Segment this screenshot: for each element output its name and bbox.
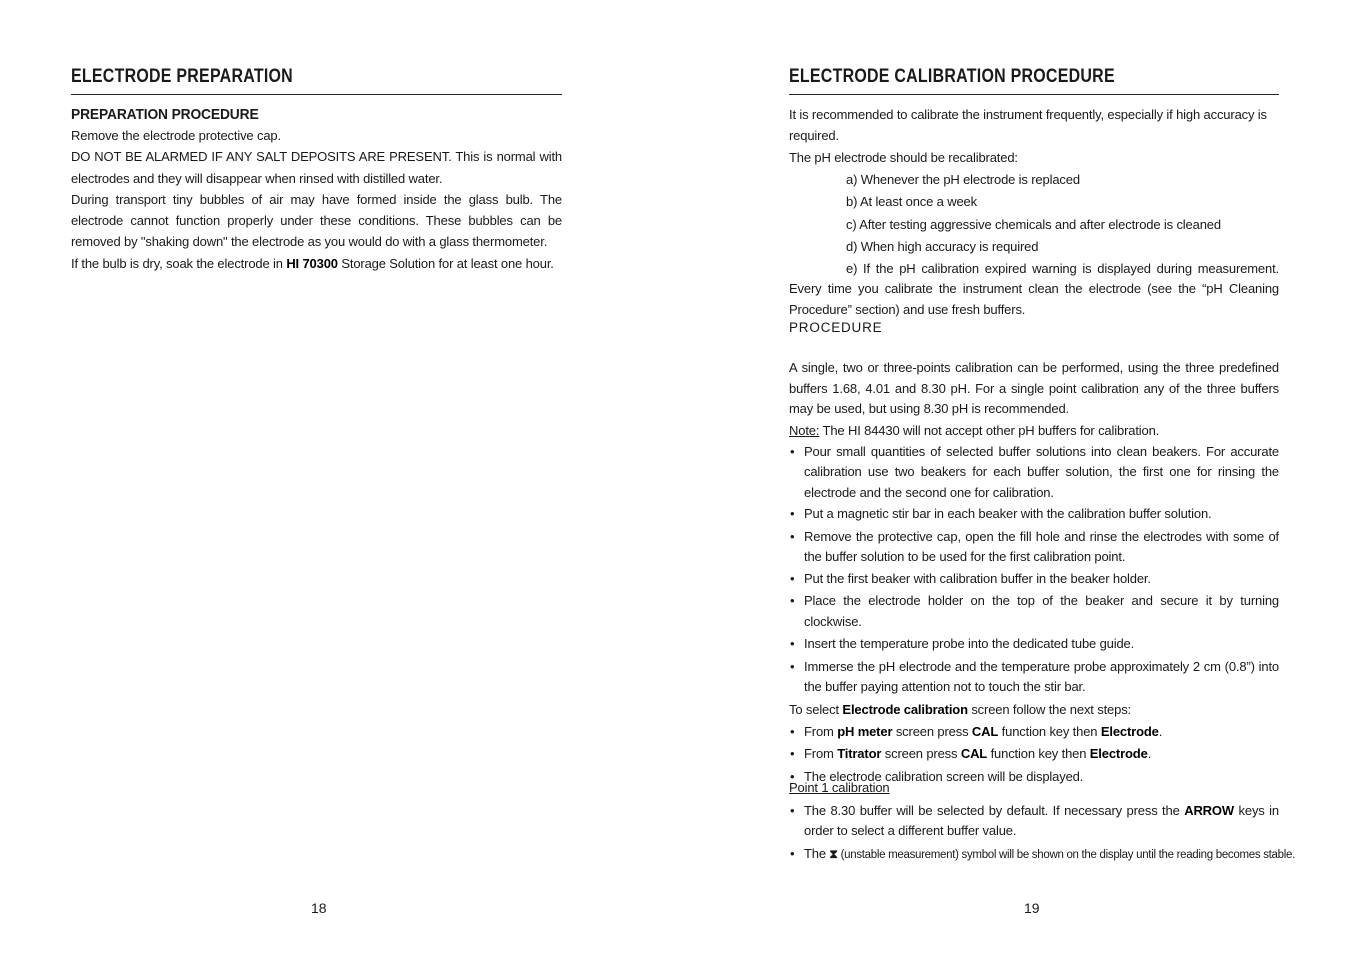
- list-item: • Immerse the pH electrode and the temperature probe approximately 2 cm (0.8”) into the buffer paying attention not to touch the stir bar.: [789, 657, 1279, 698]
- procedure-heading: PROCEDURE: [789, 320, 883, 335]
- hourglass-icon: ⧗: [829, 846, 838, 861]
- paragraph: It is recommended to calibrate the instrument frequently, especially if high accuracy is required.: [789, 107, 1267, 144]
- paragraph: A single, two or three-points calibration can be performed, using the three predefined buffers 1.68, 4.01 and 8.30 pH. For a single point calibration any of the three buffers may be used, but using 8.30 pH is recommended.: [789, 360, 1279, 416]
- list-item: • Put the first beaker with calibration buffer in the beaker holder.: [789, 569, 1279, 590]
- list-item: • Place the electrode holder on the top of the beaker and secure it by turning clockwise.: [789, 591, 1279, 632]
- left-body: [71, 104, 562, 274]
- list-item: • From Titrator screen press CAL function key then Electrode.: [789, 743, 1279, 766]
- point1-steps: [789, 801, 1295, 866]
- title-rule: [71, 94, 562, 95]
- paragraph: To select Electrode calibration screen follow the next steps:: [789, 701, 1132, 717]
- paragraph: DO NOT BE ALARMED IF ANY SALT DEPOSITS ARE PRESENT. This is normal with electrodes and they will disappear when rinsed with distilled water.: [71, 149, 562, 186]
- list-item: • The 8.30 buffer will be selected by default. If necessary press the ARROW keys in order to select a different buffer value.: [789, 801, 1279, 842]
- procedure-block: [789, 358, 1279, 788]
- paragraph: Remove the electrode protective cap.: [71, 128, 281, 143]
- list-item: • From pH meter screen press CAL function key then Electrode.: [789, 721, 1279, 744]
- list-item: a) Whenever the pH electrode is replaced: [846, 171, 1080, 187]
- title-rule: [789, 94, 1279, 95]
- paragraph: The pH electrode should be recalibrated:: [789, 149, 1018, 165]
- list-item: d) When high accuracy is required: [846, 239, 1039, 255]
- list-item: c) After testing aggressive chemicals and after electrode is cleaned: [846, 216, 1221, 232]
- product-code: HI 70300: [286, 255, 338, 271]
- paragraph: During transport tiny bubbles of air may have formed inside the glass bulb. The electrode cannot function properly under these conditions. These bubbles can be removed by "shaking down" the electrode as you would do with a glass thermometer.: [71, 191, 562, 250]
- page-title: ELECTRODE CALIBRATION PROCEDURE: [789, 66, 1115, 87]
- note-label: Note:: [789, 422, 820, 438]
- list-item: • The ⧗ (unstable measurement) symbol will be shown on the display until the reading becomes stable.: [789, 844, 1279, 866]
- list-item: • Pour small quantities of selected buffer solutions into clean beakers. For accurate calibration use two beakers for each buffer solution, the first one for rinsing the electrode and the second one for calibration.: [789, 442, 1279, 504]
- note: Note: The HI 84430 will not accept other pH buffers for calibration.: [789, 422, 1160, 438]
- page-number: 19: [1024, 900, 1040, 916]
- section-heading: PREPARATION PROCEDURE: [71, 106, 259, 123]
- point1-block: [789, 778, 1295, 865]
- list-item: • Insert the temperature probe into the dedicated tube guide.: [789, 634, 1279, 655]
- list-item: e) If the pH calibration expired warning is displayed during measurement. Every time you calibrate the instrument clean the electrode (see the “pH Cleaning Procedure” section) and use fresh buffers.: [789, 260, 1279, 317]
- page-title: ELECTRODE PREPARATION: [71, 66, 293, 87]
- paragraph: If the bulb is dry, soak the electrode in HI 70300 Storage Solution for at least one hour.: [71, 255, 554, 271]
- list-item: b) At least once a week: [846, 194, 977, 210]
- list-item: • The electrode calibration screen will be displayed.: [789, 766, 1279, 789]
- list-item: • Put a magnetic stir bar in each beaker with the calibration buffer solution.: [789, 504, 1279, 525]
- procedure-steps: [789, 442, 1279, 698]
- page-number: 18: [311, 900, 327, 916]
- list-item: • Remove the protective cap, open the fill hole and rinse the electrodes with some of the buffer solution to be used for the first calibration point.: [789, 527, 1279, 568]
- intro-block: [789, 104, 1279, 320]
- section-heading: Point 1 calibration: [789, 780, 890, 795]
